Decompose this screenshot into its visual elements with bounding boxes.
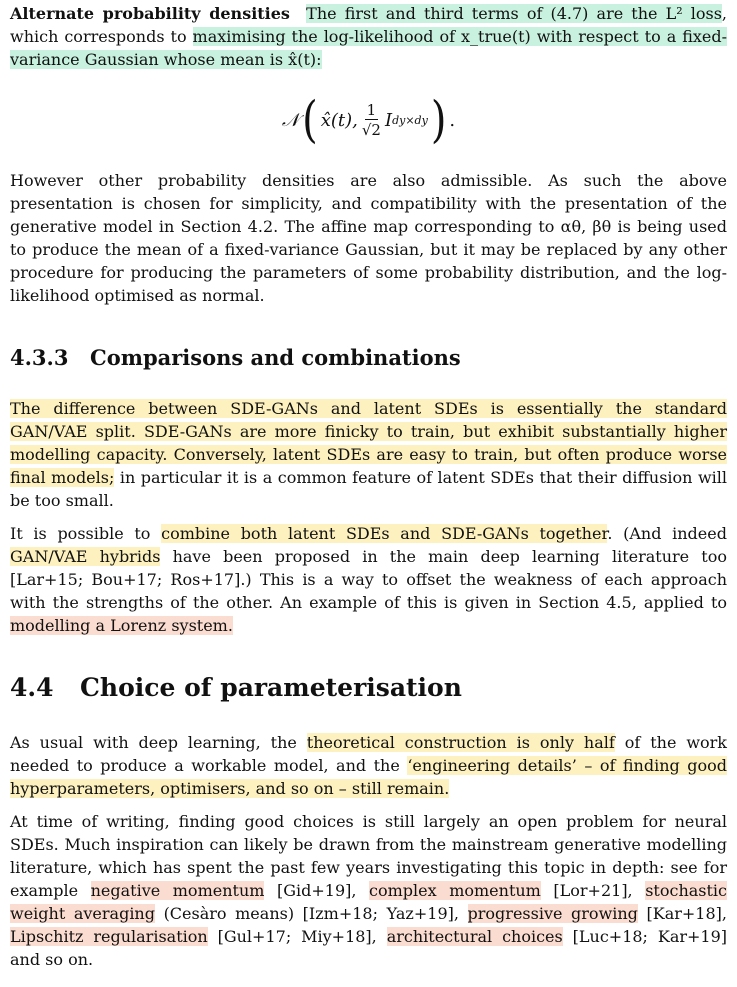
section-number: 4.4 (10, 673, 54, 702)
highlight-gan-vae-hybrids: GAN/VAE hybrids (10, 547, 161, 566)
paragraph-combine (10, 522, 727, 637)
normal-distribution-symbol: 𝒩 (281, 109, 300, 131)
section-title: Comparisons and combinations (90, 345, 461, 370)
text-span: . (And indeed (607, 524, 727, 543)
text-span: [Kar+18], (637, 904, 727, 923)
paragraph-open-problem (10, 810, 727, 971)
text-span: [Lor+21], (540, 881, 646, 900)
highlight-log-likelihood: maximising the log-likelihood of x_true(t) with respect to a fixed-variance Gaussian whose mean is x̂(t): (10, 27, 728, 69)
highlight-complex-momentum: complex momentum (369, 881, 541, 900)
display-equation (10, 71, 727, 169)
paragraph-alternate-densities (10, 2, 727, 71)
right-paren: ) (430, 91, 447, 149)
section-number: 4.3.3 (10, 345, 69, 370)
highlight-negative-momentum: negative momentum (90, 881, 265, 900)
paragraph-engineering-details (10, 731, 727, 800)
text-span: At time of writing, finding good choices is still largely an open problem for neural SDEs. Much inspiration can likely be drawn from the mainstream generative modelling literature, which has spent the past few years investigating this topic in depth: see for example (10, 812, 727, 900)
text-span: , which corresponds to (10, 4, 728, 46)
highlight-architectural-choices: architectural choices (386, 927, 563, 946)
highlight-gan-vae-split: The difference between SDE-GANs and latent SDEs is essentially the standard GAN/VAE split. SDE-GANs are more finicky to train, but exhibit substantially higher modelling capacity. Conversely, latent SDEs are easy to train, but often produce worse final models; (10, 399, 727, 487)
fraction-numerator: 1 (366, 100, 377, 119)
fraction-denominator: √2 (361, 120, 381, 139)
highlight-swa: stochastic weight averaging (10, 881, 727, 923)
highlight-progressive-growing: progressive growing (467, 904, 638, 923)
text-span: [Gid+19], (264, 881, 370, 900)
equation-period: . (449, 109, 456, 131)
text-span: As usual with deep learning, the (10, 733, 307, 752)
paragraph-other-densities: However other probability densities are also admissible. As such the above presentation is chosen for simplicity, and compatibility with the presentation of the generative model in Section 4.2. The affine map corresponding to αθ, βθ is being used to produce the mean of a fixed-variance Gaussian, but it may be replaced by any other procedure for producing the parameters of some probability distribution, and the log-likelihood optimised as normal. (10, 171, 727, 305)
highlight-engineering-details: ‘engineering details’ – of finding good hyperparameters, optimisers, and so on – still remain. (10, 756, 728, 798)
paragraph-heading: Alternate probability densities (10, 4, 290, 23)
identity-subscript: dy×dy (392, 113, 428, 127)
highlight-lipschitz: Lipschitz regularisation (10, 927, 208, 946)
section-title: Choice of parameterisation (80, 673, 462, 702)
equation-mean: x̂(t), (320, 109, 358, 131)
section-heading-4-3-3 (10, 345, 727, 397)
highlight-lorenz: modelling a Lorenz system. (10, 616, 233, 635)
identity-matrix: I (384, 109, 393, 131)
highlight-theoretical-half: theoretical construction is only half (306, 733, 615, 752)
paragraph-gan-vae-split (10, 397, 727, 512)
left-paren: ( (302, 91, 318, 149)
text-span: [Gul+17; Miy+18], (207, 927, 387, 946)
equation-fraction (360, 101, 383, 140)
text-span: [Luc+18; Kar+19] and so on. (10, 927, 728, 969)
text-span: have been proposed in the main deep learning literature too [Lar+15; Bou+17; Ros+17].) This is a way to offset the weakness of each approach with the strengths of the other. An example of this is given in Section 4.5, applied to (10, 547, 727, 612)
text-span: (Cesàro means) [Izm+18; Yaz+19], (154, 904, 468, 923)
section-heading-4-4 (10, 673, 727, 731)
highlight-l2-loss: The first and third terms of (4.7) are the L² loss (306, 4, 722, 23)
text-span: It is possible to (10, 524, 162, 543)
highlight-combine: combine both latent SDEs and SDE-GANs together (161, 524, 608, 543)
text-span: of the work needed to produce a workable model, and the (10, 733, 728, 775)
text-span: in particular it is a common feature of latent SDEs that their diffusion will be too small. (10, 468, 728, 510)
